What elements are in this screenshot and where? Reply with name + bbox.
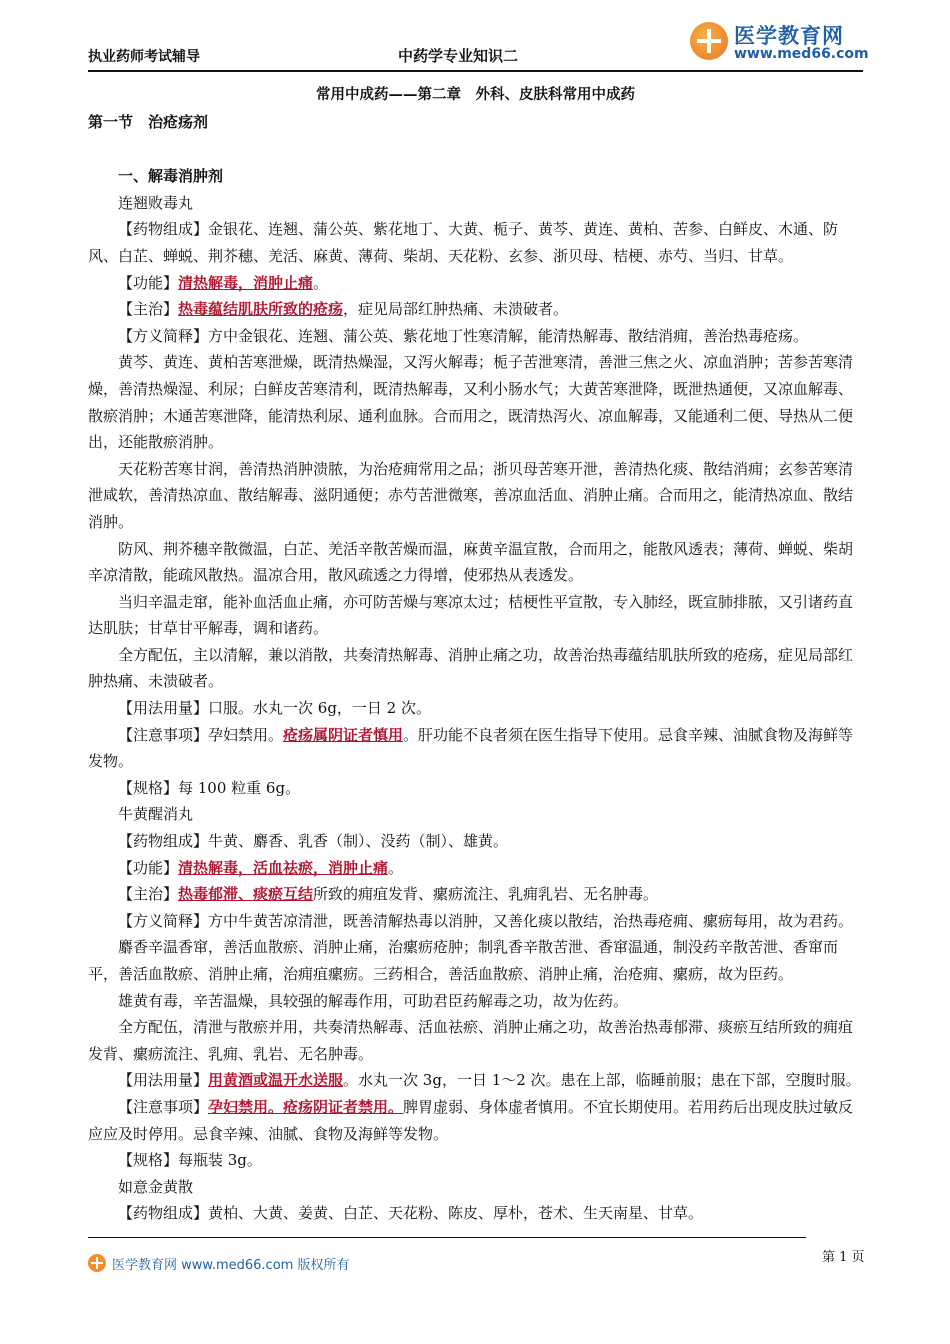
page-header — [88, 22, 869, 66]
subsection-heading: 一、解毒消肿剂 — [118, 167, 224, 186]
drug-function: 【功能】清热解毒，活血祛瘀，消肿止痛。 — [118, 858, 404, 877]
drug-usage: 【用法用量】口服。水丸一次 6g，一日 2 次。 — [118, 699, 431, 718]
chapter-title: 常用中成药——第二章 外科、皮肤科常用中成药 — [316, 87, 635, 103]
logo-url[interactable]: www.med66.com — [734, 46, 869, 62]
drug-composition: 【药物组成】金银花、连翘、蒲公英、紫花地丁、大黄、栀子、黄芩、黄连、黄柏、苦参、白鲜皮、木通、防风、白芷、蝉蜕、荆芥穗、羌活、麻黄、薄荷、柴胡、天花粉、玄参、浙贝母、桔梗、赤芍、当归、甘草。 — [88, 220, 839, 265]
formula-analysis: 当归辛温走窜，能补血活血止痛，亦可防苦燥与寒凉太过；桔梗性平宣散，专入肺经，既宣肺排脓，又引诸药直达肌肤；甘草甘平解毒，调和诸药。 — [88, 592, 854, 638]
section-heading: 第一节 治疮疡剂 — [88, 112, 209, 131]
drug-caution: 【注意事项】孕妇禁用。疮疡属阴证者慎用。肝功能不良者须在医生指导下使用。忌食辛辣、油腻食物及海鲜等发物。 — [88, 725, 854, 771]
medical-cross-icon — [690, 22, 728, 60]
drug-composition: 【药物组成】黄柏、大黄、姜黄、白芷、天花粉、陈皮、厚朴，苍术、生天南星、甘草。 — [118, 1204, 704, 1223]
drug-composition: 【药物组成】牛黄、麝香、乳香（制）、没药（制）、雄黄。 — [118, 832, 509, 851]
formula-analysis: 麝香辛温香窜，善活血散瘀、消肿止痛，治瘰疬疮肿；制乳香辛散苦泄、香窜温通，制没药辛散苦泄、香窜而平，善活血散瘀、消肿止痛，治痈疽瘰疬。三药相合，善活血散瘀、消肿止痛，治疮痈、瘰疬，故为臣药。 — [88, 938, 839, 983]
formula-analysis: 【方义简释】方中金银花、连翘、蒲公英、紫花地丁性寒清解，能清热解毒、散结消痈，善治热毒疮疡。 — [118, 326, 809, 345]
formula-analysis: 黄芩、黄连、黄柏苦寒泄燥，既清热燥湿，又泻火解毒；栀子苦泄寒清，善泄三焦之火、凉血消肿；苦参苦寒清燥，善清热燥湿、利尿；白鲜皮苦寒清利，既清热解毒，又利小肠水气；大黄苦寒泄降，既泄热通便，又凉血解毒、散瘀消肿；木通苦寒泄降，能清热利尿、通利血脉。合而用之，既清热泻火、凉血解毒，又能通利二便、导热从二便出，还能散瘀消肿。 — [88, 353, 854, 452]
key-point: 孕妇禁用。疮疡阴证者禁用。 — [208, 1097, 404, 1116]
formula-analysis: 天花粉苦寒甘润，善清热消肿溃脓，为治疮痈常用之品；浙贝母苦寒开泄，善清热化痰、散结消痈；玄参苦寒清泄咸软，善清热凉血、散结解毒、滋阴通便；赤芍苦泄微寒，善凉血活血、消肿止痛。合而用之，能清热凉血、散结消肿。 — [88, 459, 854, 531]
formula-analysis: 雄黄有毒，辛苦温燥，具较强的解毒作用，可助君臣药解毒之功，故为佐药。 — [118, 991, 629, 1010]
footer-divider — [88, 1237, 806, 1238]
copyright-text: 医学教育网 www.med66.com 版权所有 — [112, 1258, 350, 1273]
logo-name: 医学教育网 — [734, 24, 844, 48]
medical-cross-icon — [88, 1254, 106, 1272]
header-divider — [88, 70, 863, 72]
formula-analysis: 防风、荆芥穗辛散微温，白芷、羌活辛散苦燥而温，麻黄辛温宣散，合而用之，能散风透表；薄荷、蝉蜕、柴胡辛凉清散，能疏风散热。温凉合用，散风疏透之力得增，使邪热从表透发。 — [88, 539, 854, 585]
drug-spec: 【规格】每 100 粒重 6g。 — [118, 778, 301, 797]
drug-caution: 【注意事项】孕妇禁用。疮疡阴证者禁用。脾胃虚弱、身体虚者慎用。不宜长期使用。若用药后出现皮肤过敏反应应及时停用。忌食辛辣、油腻、食物及海鲜等发物。 — [88, 1097, 854, 1143]
drug-indication: 【主治】热毒蕴结肌肤所致的疮疡，症见局部红肿热痛、未溃破者。 — [118, 300, 569, 319]
key-point: 用黄酒或温开水送服 — [208, 1071, 344, 1090]
drug-indication: 【主治】热毒郁滞、痰瘀互结所致的痈疽发背、瘰疬流注、乳痈乳岩、无名肿毒。 — [118, 885, 659, 904]
key-point: 疮疡属阴证者慎用 — [283, 725, 404, 744]
drug-function: 【功能】清热解毒，消肿止痛。 — [118, 273, 329, 292]
key-point: 清热解毒，消肿止痛 — [178, 273, 314, 292]
exam-category: 执业药师考试辅导 — [88, 49, 200, 65]
key-point: 热毒郁滞、痰瘀互结 — [178, 885, 314, 904]
formula-analysis: 全方配伍，清泄与散瘀并用，共奏清热解毒、活血祛瘀、消肿止痛之功，故善治热毒郁滞、痰瘀互结所致的痈疽发背、瘰疬流注、乳痈、乳岩、无名肿毒。 — [88, 1018, 854, 1063]
page-number: 第 1 页 — [822, 1250, 865, 1265]
site-logo[interactable] — [690, 22, 869, 66]
drug-name: 如意金黄散 — [118, 1177, 194, 1196]
drug-usage: 【用法用量】用黄酒或温开水送服。水丸一次 3g，一日 1～2 次。患在上部，临睡前服；患在下部，空腹时服。 — [118, 1071, 861, 1090]
formula-analysis: 【方义简释】方中牛黄苦凉清泄，既善清解热毒以消肿，又善化痰以散结，治热毒疮痈、瘰疬每用，故为君药。 — [118, 911, 854, 930]
drug-name: 牛黄醒消丸 — [118, 805, 194, 824]
subject-title: 中药学专业知识二 — [398, 47, 519, 65]
key-point: 热毒蕴结肌肤所致的疮疡 — [178, 300, 344, 319]
key-point: 清热解毒，活血祛瘀，消肿止痛 — [178, 858, 389, 877]
formula-analysis: 全方配伍，主以清解，兼以消散，共奏清热解毒、消肿止痛之功，故善治热毒蕴结肌肤所致的疮疡，症见局部红肿热痛、未溃破者。 — [88, 645, 854, 691]
drug-spec: 【规格】每瓶装 3g。 — [118, 1151, 262, 1170]
document-body — [88, 82, 863, 1227]
drug-name: 连翘败毒丸 — [118, 193, 194, 212]
